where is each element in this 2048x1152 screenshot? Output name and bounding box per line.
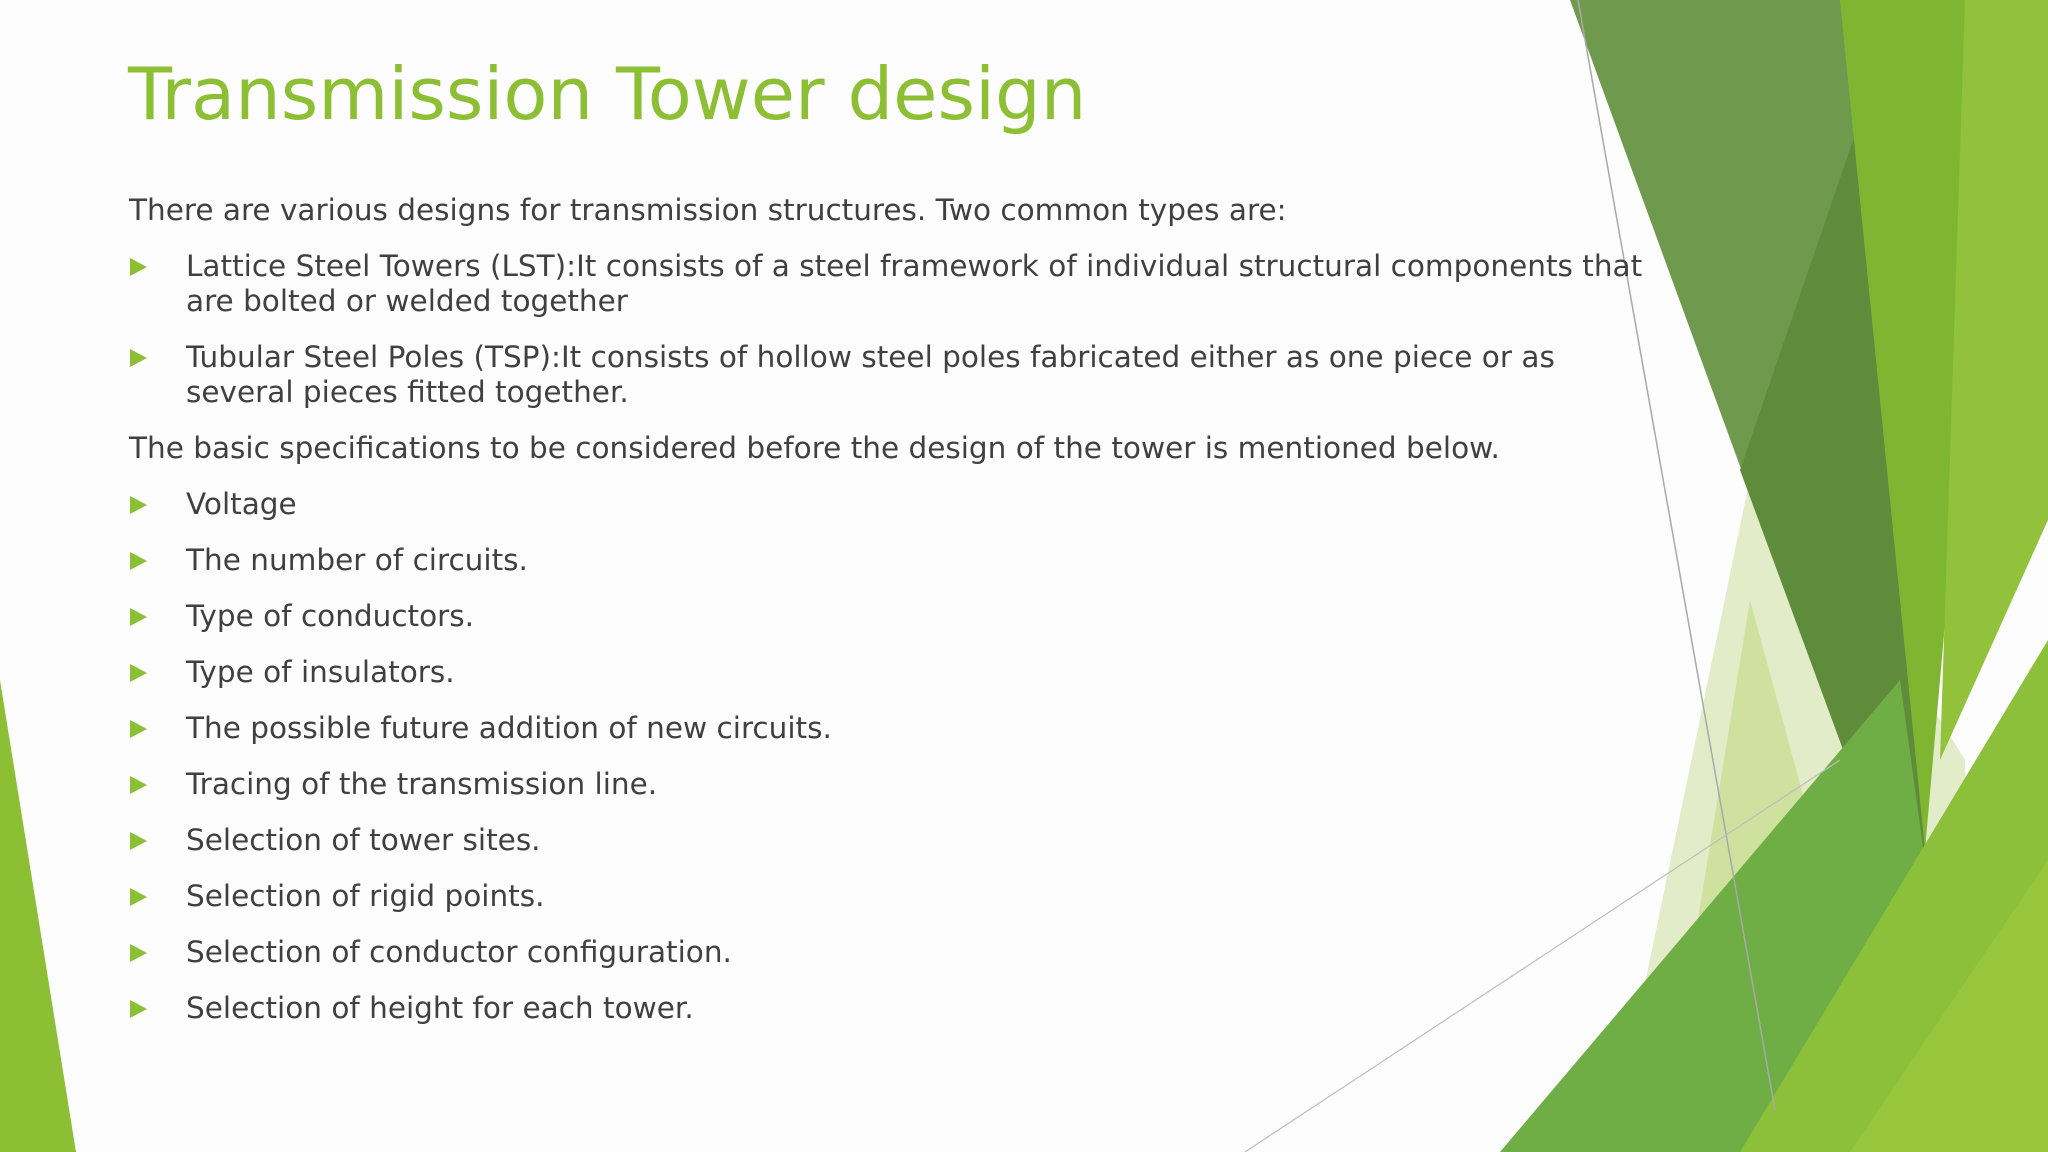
triangle-right-icon (130, 664, 147, 682)
triangle-right-icon (130, 349, 147, 367)
triangle-right-icon (130, 496, 147, 514)
list-item-text: Selection of rigid points. (186, 879, 545, 913)
list-item-text: Selection of height for each tower. (186, 991, 694, 1025)
list-item (129, 767, 1619, 802)
list-item-text: Type of insulators. (186, 655, 455, 689)
list-item (129, 991, 1619, 1026)
triangle-right-icon (130, 258, 147, 276)
list-item (129, 487, 1619, 522)
list-item-text: Type of conductors. (186, 599, 475, 633)
list-item (129, 823, 1619, 858)
triangle-right-icon (130, 608, 147, 626)
triangle-right-icon (130, 1000, 147, 1018)
triangle-right-icon (130, 832, 147, 850)
list-item (129, 655, 1619, 690)
triangle-right-icon (130, 552, 147, 570)
list-item (129, 879, 1619, 914)
list-item (129, 935, 1619, 970)
list-item-text: Voltage (186, 487, 297, 521)
slide-title: Transmission Tower design (128, 52, 1087, 136)
list-item (129, 599, 1619, 634)
list-item (129, 711, 1619, 746)
list-item-text: Selection of tower sites. (186, 823, 541, 857)
list-item-lst (129, 249, 1643, 319)
triangle-right-icon (130, 888, 147, 906)
list-item (129, 543, 1619, 578)
list-item-line: are bolted or welded together (186, 284, 628, 318)
triangle-right-icon (130, 944, 147, 962)
list-item-text: Selection of conductor configuration. (186, 935, 732, 969)
triangle-right-icon (130, 720, 147, 738)
list-item-text: The number of circuits. (186, 543, 528, 577)
list-item-text: The possible future addition of new circuits. (186, 711, 832, 745)
left-green-sliver (0, 680, 76, 1152)
list-item-tsp (129, 340, 1619, 410)
slide-body (129, 193, 1643, 1047)
list-item-text: Tracing of the transmission line. (186, 767, 658, 801)
list-item-line: Tubular Steel Poles (TSP):It consists of hollow steel poles fabricated either as one piece or as (186, 340, 1555, 374)
intro-text: There are various designs for transmission structures. Two common types are: (129, 193, 1287, 227)
list-item-line: several pieces fitted together. (186, 375, 629, 409)
list-item-line: Lattice Steel Towers (LST):It consists of a steel framework of individual structural components that (186, 249, 1643, 283)
triangle-right-icon (130, 776, 147, 794)
spec-intro-text: The basic specifications to be considered before the design of the tower is mentioned below. (129, 431, 1500, 465)
